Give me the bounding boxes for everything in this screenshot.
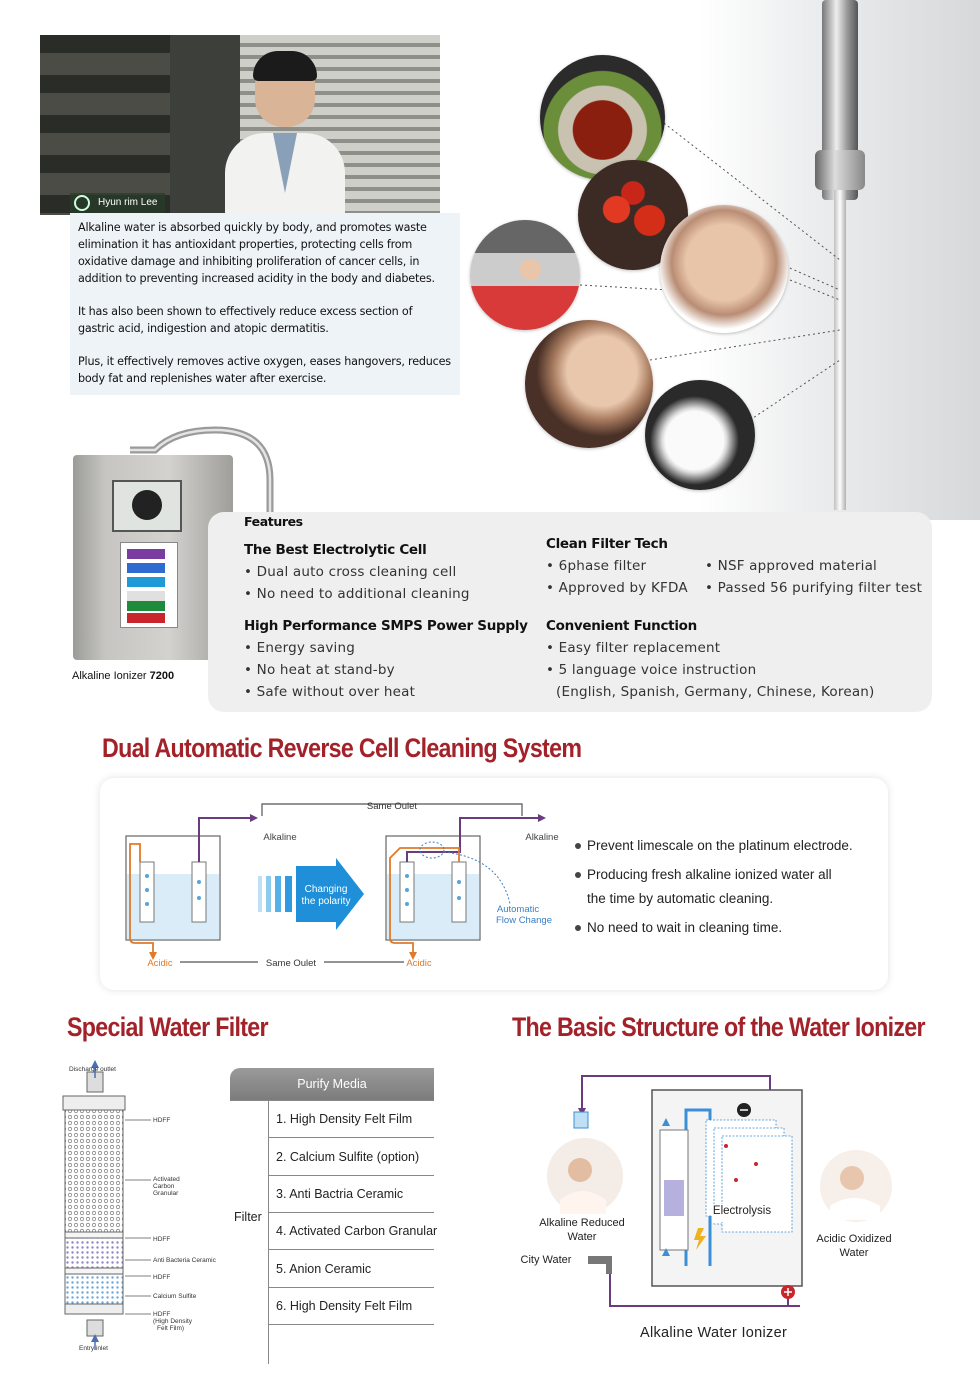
alkaline-reduced-label-1: Alkaline Reduced <box>539 1217 625 1229</box>
bookshelf-graphic <box>40 35 170 215</box>
anti-bacteria-label: Anti Bacteria Ceramic <box>153 1257 216 1264</box>
activated-label-3: Granular <box>153 1190 179 1197</box>
intro-paragraph: Alkaline water is absorbed quickly by body, and promotes waste elimination it has antioxidant properties, protecting cells from oxidative damage and inhibiting proliferation of cancer cells, in addition to preventing increased acidity in the body and diabetes. <box>78 221 435 285</box>
electrolysis-label: Electrolysis <box>712 1205 772 1217</box>
product-caption: Alkaline Ionizer 7200 <box>72 670 175 682</box>
feature-item: • 5 language voice instruction <box>546 662 757 678</box>
structure-caption: Alkaline Water Ionizer <box>640 1325 788 1341</box>
bullet-icon <box>575 872 581 878</box>
table-row-label: Filter <box>234 1210 262 1224</box>
name-tag-text: Hyun rim Lee <box>98 197 158 208</box>
intro-paragraph: Plus, it effectively removes active oxygen, eases hangovers, reduces body fat and replenishes water after exercise. <box>78 355 451 385</box>
changing-label-2: the polarity <box>301 896 351 907</box>
feature-heading: Convenient Function <box>546 618 697 634</box>
acidic-right-label: Acidic <box>406 958 432 969</box>
feature-item: • Approved by KFDA <box>546 580 688 596</box>
changing-label-1: Changing <box>304 884 348 895</box>
cooking-woman-photo <box>470 220 580 330</box>
alkaline-left-label: Alkaline <box>263 832 297 843</box>
ionizer-structure-diagram <box>510 1070 930 1330</box>
drinking-water-photo <box>525 320 653 448</box>
hdff-low-label: HDFF <box>153 1274 171 1281</box>
feature-item: • Energy saving <box>244 640 355 656</box>
alkaline-right-label: Alkaline <box>525 832 559 843</box>
table-row: 1. High Density Felt Film <box>268 1101 434 1138</box>
feature-item: • Dual auto cross cleaning cell <box>244 564 457 580</box>
feature-item: • Safe without over heat <box>244 684 416 700</box>
cleaning-section-title: Dual Automatic Reverse Cell Cleaning System <box>102 733 582 763</box>
acidic-oxidized-label-2: Water <box>839 1247 869 1259</box>
feature-heading: Clean Filter Tech <box>546 536 668 552</box>
logo-icon <box>74 195 90 211</box>
table-row: 2. Calcium Sulfite (option) <box>268 1139 434 1176</box>
acidic-left-label: Acidic <box>147 958 173 969</box>
features-title: Features <box>244 514 303 529</box>
alkaline-reduced-label-2: Water <box>567 1231 597 1243</box>
same-outlet-bottom-label: Same Oulet <box>265 958 317 969</box>
calcium-label: Calcium Sulfite <box>153 1293 197 1300</box>
ionizer-button-panel <box>120 542 178 628</box>
intro-paragraph: It has also been shown to effectively reduce excess section of gastric acid, indigestion and atopic dermatitis. <box>78 305 413 335</box>
reverse-cleaning-diagram <box>100 778 570 990</box>
feature-item: • No heat at stand-by <box>244 662 395 678</box>
table-row: 4. Activated Carbon Granular <box>268 1213 434 1250</box>
entry-label: Entry inlet <box>79 1345 108 1352</box>
same-outlet-top-label: Same Oulet <box>366 801 418 812</box>
feature-item: • No need to additional cleaning <box>244 586 470 602</box>
structure-section-title: The Basic Structure of the Water Ionizer <box>512 1012 925 1042</box>
feature-item: • Easy filter replacement <box>546 640 721 656</box>
feature-heading: High Performance SMPS Power Supply <box>244 618 528 634</box>
activated-label-2: Carbon <box>153 1183 175 1190</box>
interview-photo <box>40 35 440 215</box>
hdff-bottom-label-3: Felt Film) <box>157 1325 185 1332</box>
feature-item: • NSF approved material <box>705 558 878 574</box>
hdff-bottom-label-1: HDFF <box>153 1311 171 1318</box>
table-header: Purify Media <box>230 1068 434 1100</box>
city-water-label: City Water <box>520 1254 572 1266</box>
rice-photo <box>645 380 755 490</box>
hdff-top-label: HDFF <box>153 1117 171 1124</box>
cleaning-bullet: No need to wait in cleaning time. <box>587 916 782 940</box>
acidic-oxidized-label-1: Acidic Oxidized <box>816 1233 892 1245</box>
cleaning-bullet-continued: the time by automatic cleaning. <box>587 891 774 906</box>
table-row: 6. High Density Felt Film <box>268 1288 434 1325</box>
intro-text-box <box>70 213 460 395</box>
face-washing-photo <box>660 205 788 333</box>
feature-item: • Passed 56 purifying filter test <box>705 580 923 596</box>
bullet-icon <box>575 843 581 849</box>
ionizer-display <box>112 480 182 532</box>
cleaning-bullet: Producing fresh alkaline ionized water all <box>587 863 832 887</box>
table-row: 3. Anti Bactria Ceramic <box>268 1176 434 1213</box>
feature-item: (English, Spanish, Germany, Chinese, Korean) <box>556 684 875 700</box>
hdff-mid-label: HDFF <box>153 1236 171 1243</box>
bullet-icon <box>575 925 581 931</box>
discharge-label: Discharge outlet <box>69 1066 116 1073</box>
auto-flow-label-1: Automatic <box>496 904 540 915</box>
name-tag <box>70 193 165 213</box>
filter-cross-section-diagram <box>55 1060 235 1360</box>
filter-section-title: Special Water Filter <box>67 1012 268 1042</box>
hdff-bottom-label-2: (High Density <box>153 1318 193 1325</box>
table-row: 5. Anion Ceramic <box>268 1251 434 1288</box>
activated-label-1: Activated <box>153 1176 180 1183</box>
doctor-figure <box>225 55 345 215</box>
cleaning-bullet: Prevent limescale on the platinum electrode. <box>587 834 853 858</box>
feature-item: • 6phase filter <box>546 558 647 574</box>
feature-heading: The Best Electrolytic Cell <box>244 542 427 558</box>
auto-flow-label-2: Flow Change <box>496 915 552 926</box>
